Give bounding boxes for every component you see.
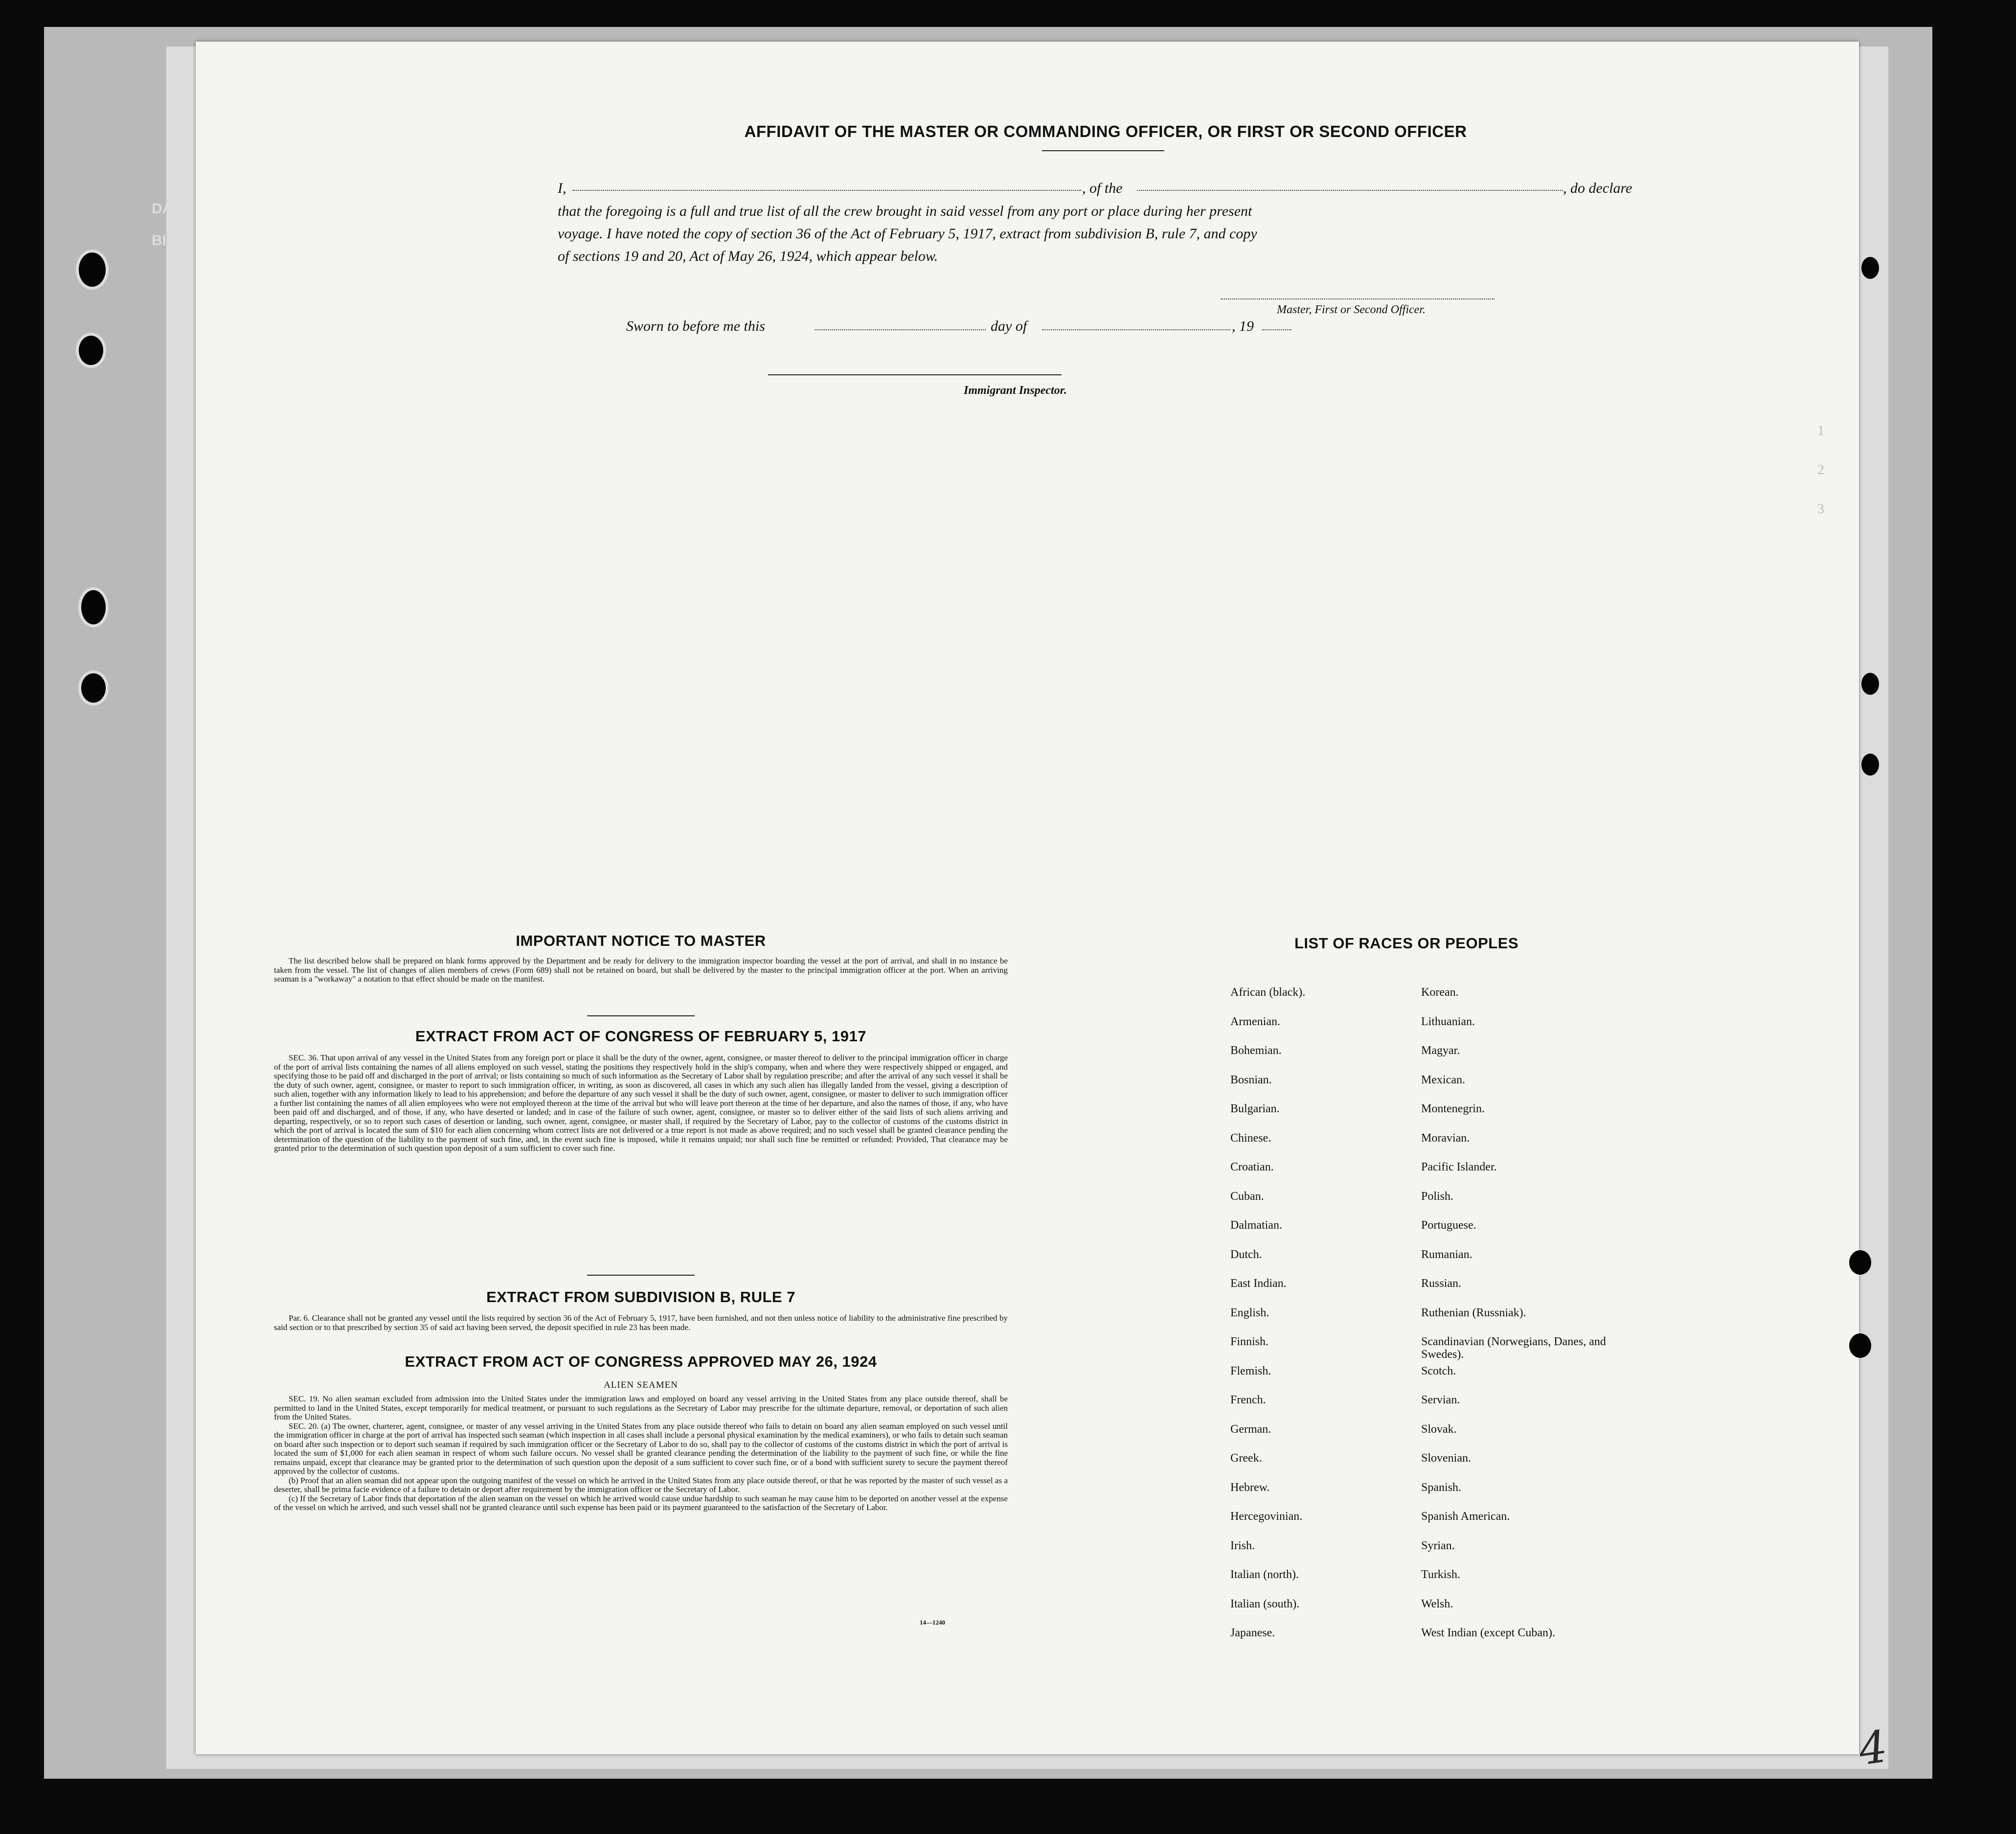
race-item: West Indian (except Cuban). [1421, 1627, 1555, 1639]
race-item: Magyar. [1421, 1044, 1460, 1057]
race-item: Slovenian. [1421, 1452, 1471, 1465]
punch-hole [1861, 673, 1879, 695]
race-item: Slovak. [1421, 1422, 1457, 1436]
race-item: Polish. [1421, 1190, 1454, 1203]
notice-title: IMPORTANT NOTICE TO MASTER [516, 932, 766, 949]
extract-rule7-text: Par. 6. Clearance shall not be granted any vessel until the lists required by section 36 of the Act of February 5, 1917, have been furnished, and not then unless notice of liability to the administrative fine prescribed by said section or to that prescribed by section 35 of said act having been served, the deposit specified in rule 23 has been made. [274, 1313, 1008, 1332]
master-signature-line[interactable] [1221, 298, 1495, 299]
race-item: Welsh. [1421, 1597, 1453, 1610]
affidavit-of-the: , of the [1082, 180, 1123, 196]
master-label: Master, First or Second Officer. [1277, 303, 1426, 316]
race-item: French. [1230, 1394, 1266, 1406]
alien-seamen-subtitle: ALIEN SEAMEN [604, 1380, 678, 1390]
sworn-month-line[interactable] [1042, 329, 1230, 330]
race-item: Portuguese. [1421, 1219, 1476, 1232]
sworn-day-line[interactable] [815, 329, 986, 330]
race-item: Japanese. [1230, 1627, 1275, 1639]
race-item: Hebrew. [1230, 1481, 1270, 1494]
affidavit-do-declare: , do declare [1563, 180, 1632, 196]
punch-hole [78, 670, 109, 706]
punch-hole [76, 250, 109, 290]
race-item: African (black). [1230, 986, 1306, 999]
name-line[interactable] [572, 190, 1081, 191]
inspector-label: Immigrant Inspector. [964, 384, 1067, 397]
race-item: Scandinavian (Norwegians, Danes, and Swedes). [1421, 1335, 1606, 1361]
margin-partial-text-1: DAT [152, 201, 181, 217]
race-item: Scotch. [1421, 1364, 1456, 1377]
race-item: Croatian. [1230, 1161, 1274, 1173]
document-page: 1 2 3 AFFIDAVIT OF THE MASTER OR COMMANDING OFFICER, OR FIRST OR SECOND OFFICER I, , of the , do declare that the foregoing is a full and true list of all the crew brought in said vessel from any port or place during her present voyage. I have noted the copy of section 36 of the Act of February 5, 1917, extract from subdivision B, rule 7, and copy of sections 19 and 20, Act of May 26, 1924, which appear below. Master, First or Second Officer. Sworn to before me this day of , 19 Immigrant Inspector. IMPORTANT NOTICE TO MASTER The list described below shall be prepared on blank forms approved by the Department and be ready for delivery to the immigration inspector boarding the vessel at the port of arrival, and shall in no instance be taken from the vessel. The list of changes of alien members of crews (Form 689) shall not be retained on board, but shall be delivered by the master to the principal immigration officer at the port. When an arriving seaman is a "workaway" a notation to that effect should be made on the manifest. EXTRACT FROM ACT OF CONGRESS OF FEBRUARY 5, 1917 SEC. 36. That upon arrival of any vessel in the United States from any foreign port or place it shall be the duty of the owner, agent, consignee, or master thereof to deliver to the principal immigration officer in charge of the port of arrival lists containing the names of all aliens employed on such vessel, stating the positions they respectively hold in the ship's company, when and where they were respectively shipped or engaged, and specifying those to be paid off and discharged in the port of arrival; or lists containing so much of such information as the Secretary of Labor shall by regulation prescribe; and after the arrival of any such vessel it shall be the duty of such owner, agent, consignee, or master to report to such immigration officer, in writing, as soon as discovered, all cases in which any such alien has illegally landed from the vessel, giving a description of such alien, together with any information likely to lead to his apprehension; and before the departure of any such vessel it shall be the duty of such owner, agent, consignee, or master to deliver to such immigration officer a further list containing the names of all alien employees who were not employed thereon at the time of the arrival but who will leave port thereon at the time of her departure, and also the names of those, if any, who have been paid off and discharged, and of those, if any, who have deserted or landed; and in case of the failure of such owner, agent, consignee, or master so to deliver either of the said lists of such aliens arriving and departing, respectively, or so to report such cases of desertion or landing, such owner, agent, consignee, or master shall, if required by the Secretary of Labor, pay to the collector of customs of the customs district in which the port of arrival is located the sum of $10 for each alien concerning whom correct lists are not delivered or a true report is not made as above required; and no such vessel shall be granted clearance pending the determination of the question of the liability to the payment of such fine, and, in the event such fine is imposed, while it remains unpaid; nor shall such fine be remitted or refunded: Provided, That clearance may be granted prior to the determination of such question upon deposit of a sum sufficient to cover such fine. EXTRACT FROM SUBDIVISION B, RULE 7 Par. 6. Clearance shall not be granted any vessel until the lists required by section 36 of the Act of February 5, 1917, have been furnished, and not then unless notice of liability to the administrative fine prescribed by said section or to that prescribed by section 35 of said act having been served, the deposit specified in rule 23 has been made. EXTRACT FROM ACT OF CONGRESS APPROVED MAY 26, 1924 ALIEN SEAMEN SEC. 19. No alien seaman excluded from admission into the United States under the immigration laws and employed on board any vessel arriving in the United States from any place outside thereof, shall be permitted to land in the United States, except temporarily for medical treatment, or pursuant to such regulations as the Secretary of Labor may prescribe for the ultimate departure, removal, or deportation of such alien from the United States. SEC. 20. (a) The owner, charterer, agent, consignee, or master of any vessel arriving in the United States from any place outside thereof who fails to detain on board any alien seaman employed on such vessel until the immigration officer in charge at the port of arrival has inspected such seaman (which inspection in all cases shall include a personal physical examination by the medical examiners), or who fails to detain such seaman on board after such inspection or to deport such seaman if required by such immigration officer or the Secretary of Labor to do so, shall pay to the collector of customs of the customs district in which the port of arrival is located the sum of $1,000 for each alien seaman in respect of whom such failure occurs. No vessel shall be granted clearance pending the determination of the liability to the payment of such fine, or while the fine remains unpaid, except that clearance may be granted prior to the determination of such question upon the deposit of a sum sufficient to cover such fine, or of a bond with sufficient surety to secure the payment thereof approved by the collector of customs. (b) Proof that an alien seaman did not appear upon the outgoing manifest of the vessel on which he arrived in the United States from any place outside thereof, or that he was reported by the master of such vessel as a deserter, shall be prima facie evidence of a failure to detain or deport after requirement by the immigration officer or the Secretary of Labor. (c) If the Secretary of Labor finds that deportation of the alien seaman on the vessel on which he arrived would cause undue hardship to such seaman he may cause him to be deported on another vessel at the expense of the vessel on which he arrived, and such vessel shall not be granted clearance until such expense has been paid or its payment guaranteed to the satisfaction of the Secretary of Labor. 14—1240 LIST OF RACES OR PEOPLES African (black). Armenian. Bohemian. Bosnian. Bulgarian. Chinese. Croatian. Cuban. Dalmatian. Dutch. East Indian. English. Finnish. Flemish. French. German. Greek. Hebrew. Hercegovinian. Irish. Italian (north). Italian (south). Japanese. Korean. Lithuanian. Magyar. Mexican. Montenegrin. Moravian. Pacific Islander. Polish. Portuguese. Rumanian. Russian. Ruthenian (Russniak). Scandinavian (Norwegians, Danes, and Swedes). Scotch. Servian. Slovak. Slovenian. Spanish. Spanish American. Syrian. Turkish. Welsh. West Indian (except Cuban). [196, 42, 1859, 1754]
year-line[interactable] [1262, 329, 1291, 330]
notice-text: The list described below shall be prepared on blank forms approved by the Department and be ready for delivery to the immigration inspector boarding the vessel at the port of arrival, and shall in no instance be taken from the vessel. The list of changes of alien members of crews (Form 689) shall not be retained on board, but shall be delivered by the master to the principal immigration officer at the port. When an arriving seaman is a "workaway" a notation to that effect should be made on the manifest. [274, 956, 1008, 984]
race-item: Chinese. [1230, 1131, 1271, 1145]
race-item: Dalmatian. [1230, 1219, 1282, 1232]
race-item: Flemish. [1230, 1364, 1271, 1377]
race-item: Rumanian. [1421, 1248, 1472, 1261]
races-title: LIST OF RACES OR PEOPLES [1294, 935, 1519, 952]
affidavit-line3: voyage. I have noted the copy of section 36 of the Act of February 5, 1917, extract from subdivision B, rule 7, and copy [558, 226, 1257, 242]
affidavit-i: I, [558, 180, 566, 196]
sec20c-text: (c) If the Secretary of Labor finds that deportation of the alien seaman on the vessel on which he arrived would cause undue hardship to such seaman he may cause him to be deported on another vessel at the expense of the vessel on which he arrived, and such vessel shall not be granted clearance until such expense has been paid or its payment guaranteed to the satisfaction of the Secretary of Labor. [274, 1493, 1008, 1512]
punch-hole [1849, 1250, 1871, 1275]
race-item: Armenian. [1230, 1015, 1280, 1028]
form-number: 14—1240 [920, 1619, 945, 1626]
year-label: , 19 [1232, 318, 1254, 334]
race-item: Bulgarian. [1230, 1102, 1280, 1115]
punch-hole [1861, 754, 1879, 776]
affidavit-line4: of sections 19 and 20, Act of May 26, 1924, which appear below. [558, 248, 938, 264]
race-item: Pacific Islander. [1421, 1161, 1497, 1173]
race-item: Bosnian. [1230, 1073, 1272, 1086]
punch-hole [1861, 257, 1879, 279]
extract-1917-title: EXTRACT FROM ACT OF CONGRESS OF FEBRUARY 5, 1917 [415, 1028, 866, 1045]
race-item: Cuban. [1230, 1190, 1264, 1203]
sec19-text: SEC. 19. No alien seaman excluded from admission into the United States under the immigration laws and employed on board any vessel arriving in the United States from any place outside thereof, shall be permitted to land in the United States, except temporarily for medical treatment, or pursuant to such regulations as the Secretary of Labor may prescribe for the ultimate departure, removal, or deportation of such alien from the United States. [274, 1394, 1008, 1421]
inspector-signature-line[interactable] [768, 374, 1062, 375]
race-item: Italian (south). [1230, 1597, 1300, 1610]
race-item: Turkish. [1421, 1568, 1460, 1581]
race-item: Moravian. [1421, 1131, 1470, 1145]
race-item: Spanish American. [1421, 1510, 1510, 1523]
race-item: Finnish. [1230, 1335, 1269, 1348]
race-item: English. [1230, 1306, 1269, 1319]
affidavit-title: AFFIDAVIT OF THE MASTER OR COMMANDING OFFICER, OR FIRST OR SECOND OFFICER [744, 122, 1467, 140]
race-item: Italian (north). [1230, 1568, 1299, 1581]
punch-hole [76, 333, 106, 368]
day-of-label: day of [991, 318, 1027, 334]
punch-hole [78, 587, 109, 627]
race-item: Russian. [1421, 1277, 1462, 1290]
punch-hole [1849, 1333, 1871, 1358]
race-item: Mexican. [1421, 1073, 1465, 1086]
race-item: Irish. [1230, 1539, 1255, 1552]
handwritten-mark: 4 [1855, 1720, 1891, 1776]
extract-rule7-title: EXTRACT FROM SUBDIVISION B, RULE 7 [486, 1288, 795, 1306]
race-item: Bohemian. [1230, 1044, 1282, 1057]
race-item: Servian. [1421, 1394, 1460, 1406]
race-item: Ruthenian (Russniak). [1421, 1306, 1526, 1319]
race-item: Korean. [1421, 986, 1459, 999]
race-item: Montenegrin. [1421, 1102, 1485, 1115]
sec20a-text: SEC. 20. (a) The owner, charterer, agent, consignee, or master of any vessel arriving in the United States from any place outside thereof who fails to detain on board any alien seaman employed on such vessel until the immigration officer in charge at the port of arrival has inspected such seaman (which inspection in all cases shall include a personal physical examination by the medical examiners), or who fails to detain such seaman on board after such inspection or to deport such seaman if required by such immigration officer or the Secretary of Labor to do so, shall pay to the collector of customs of the customs district in which the port of arrival is located the sum of $1,000 for each alien seaman in respect of whom such failure occurs. No vessel shall be granted clearance pending the determination of the liability to the payment of such fine, or while the fine remains unpaid, except that clearance may be granted prior to the determination of such question upon the deposit of a sum sufficient to cover such fine, or of a bond with sufficient surety to secure the payment thereof approved by the collector of customs. [274, 1421, 1008, 1476]
sec20b-text: (b) Proof that an alien seaman did not appear upon the outgoing manifest of the vessel on which he arrived in the United States from any place outside thereof, or that he was reported by the master of such vessel as a deserter, shall be prima facie evidence of a failure to detain or deport after requirement by the immigration officer or the Secretary of Labor. [274, 1475, 1008, 1494]
extract-1917-text: SEC. 36. That upon arrival of any vessel in the United States from any foreign port or place it shall be the duty of the owner, agent, consignee, or master thereof to deliver to the principal immigration officer in charge of the port of arrival lists containing the names of all aliens employed on such vessel, stating the positions they respectively hold in the ship's company, when and where they were respectively shipped or engaged, and specifying those to be paid off and discharged in the port of arrival; or lists containing so much of such information as the Secretary of Labor shall by regulation prescribe; and after the arrival of any such vessel it shall be the duty of such owner, agent, consignee, or master to report to such immigration officer, in writing, as soon as discovered, all cases in which any such alien has illegally landed from the vessel, giving a description of such alien, together with any information likely to lead to his apprehension; and before the departure of any such vessel it shall be the duty of such owner, agent, consignee, or master to deliver to such immigration officer a further list containing the names of all alien employees who were not employed thereon at the time of the arrival but who will leave port thereon at the time of her departure, and also the names of those, if any, who have been paid off and discharged, and of those, if any, who have deserted or landed; and in case of the failure of such owner, agent, consignee, or master so to deliver either of the said lists of such aliens arriving and departing, respectively, or so to report such cases of desertion or landing, such owner, agent, consignee, or master shall, if required by the Secretary of Labor, pay to the collector of customs of the customs district in which the port of arrival is located the sum of $10 for each alien concerning whom correct lists are not delivered or a true report is not made as above required; and no such vessel shall be granted clearance pending the determination of the question of the liability to the payment of such fine, and, in the event such fine is imposed, while it remains unpaid; nor shall such fine be remitted or refunded: Provided, That clearance may be granted prior to the determination of such question upon deposit of a sum sufficient to cover such fine. [274, 1053, 1008, 1153]
race-item: Syrian. [1421, 1539, 1455, 1552]
race-item: Greek. [1230, 1452, 1262, 1465]
race-item: Spanish. [1421, 1481, 1462, 1494]
race-item: East Indian. [1230, 1277, 1287, 1290]
race-item: Lithuanian. [1421, 1015, 1475, 1028]
race-item: Dutch. [1230, 1248, 1262, 1261]
extract-1924-title: EXTRACT FROM ACT OF CONGRESS APPROVED MAY 26, 1924 [405, 1353, 877, 1370]
race-item: Hercegovinian. [1230, 1510, 1303, 1523]
affidavit-line2: that the foregoing is a full and true list of all the crew brought in said vessel from any port or place during her present [558, 203, 1252, 219]
sworn-label: Sworn to before me this [626, 318, 765, 334]
margin-partial-text-2: BI [152, 232, 166, 249]
vessel-line[interactable] [1137, 190, 1563, 191]
race-item: German. [1230, 1422, 1271, 1436]
